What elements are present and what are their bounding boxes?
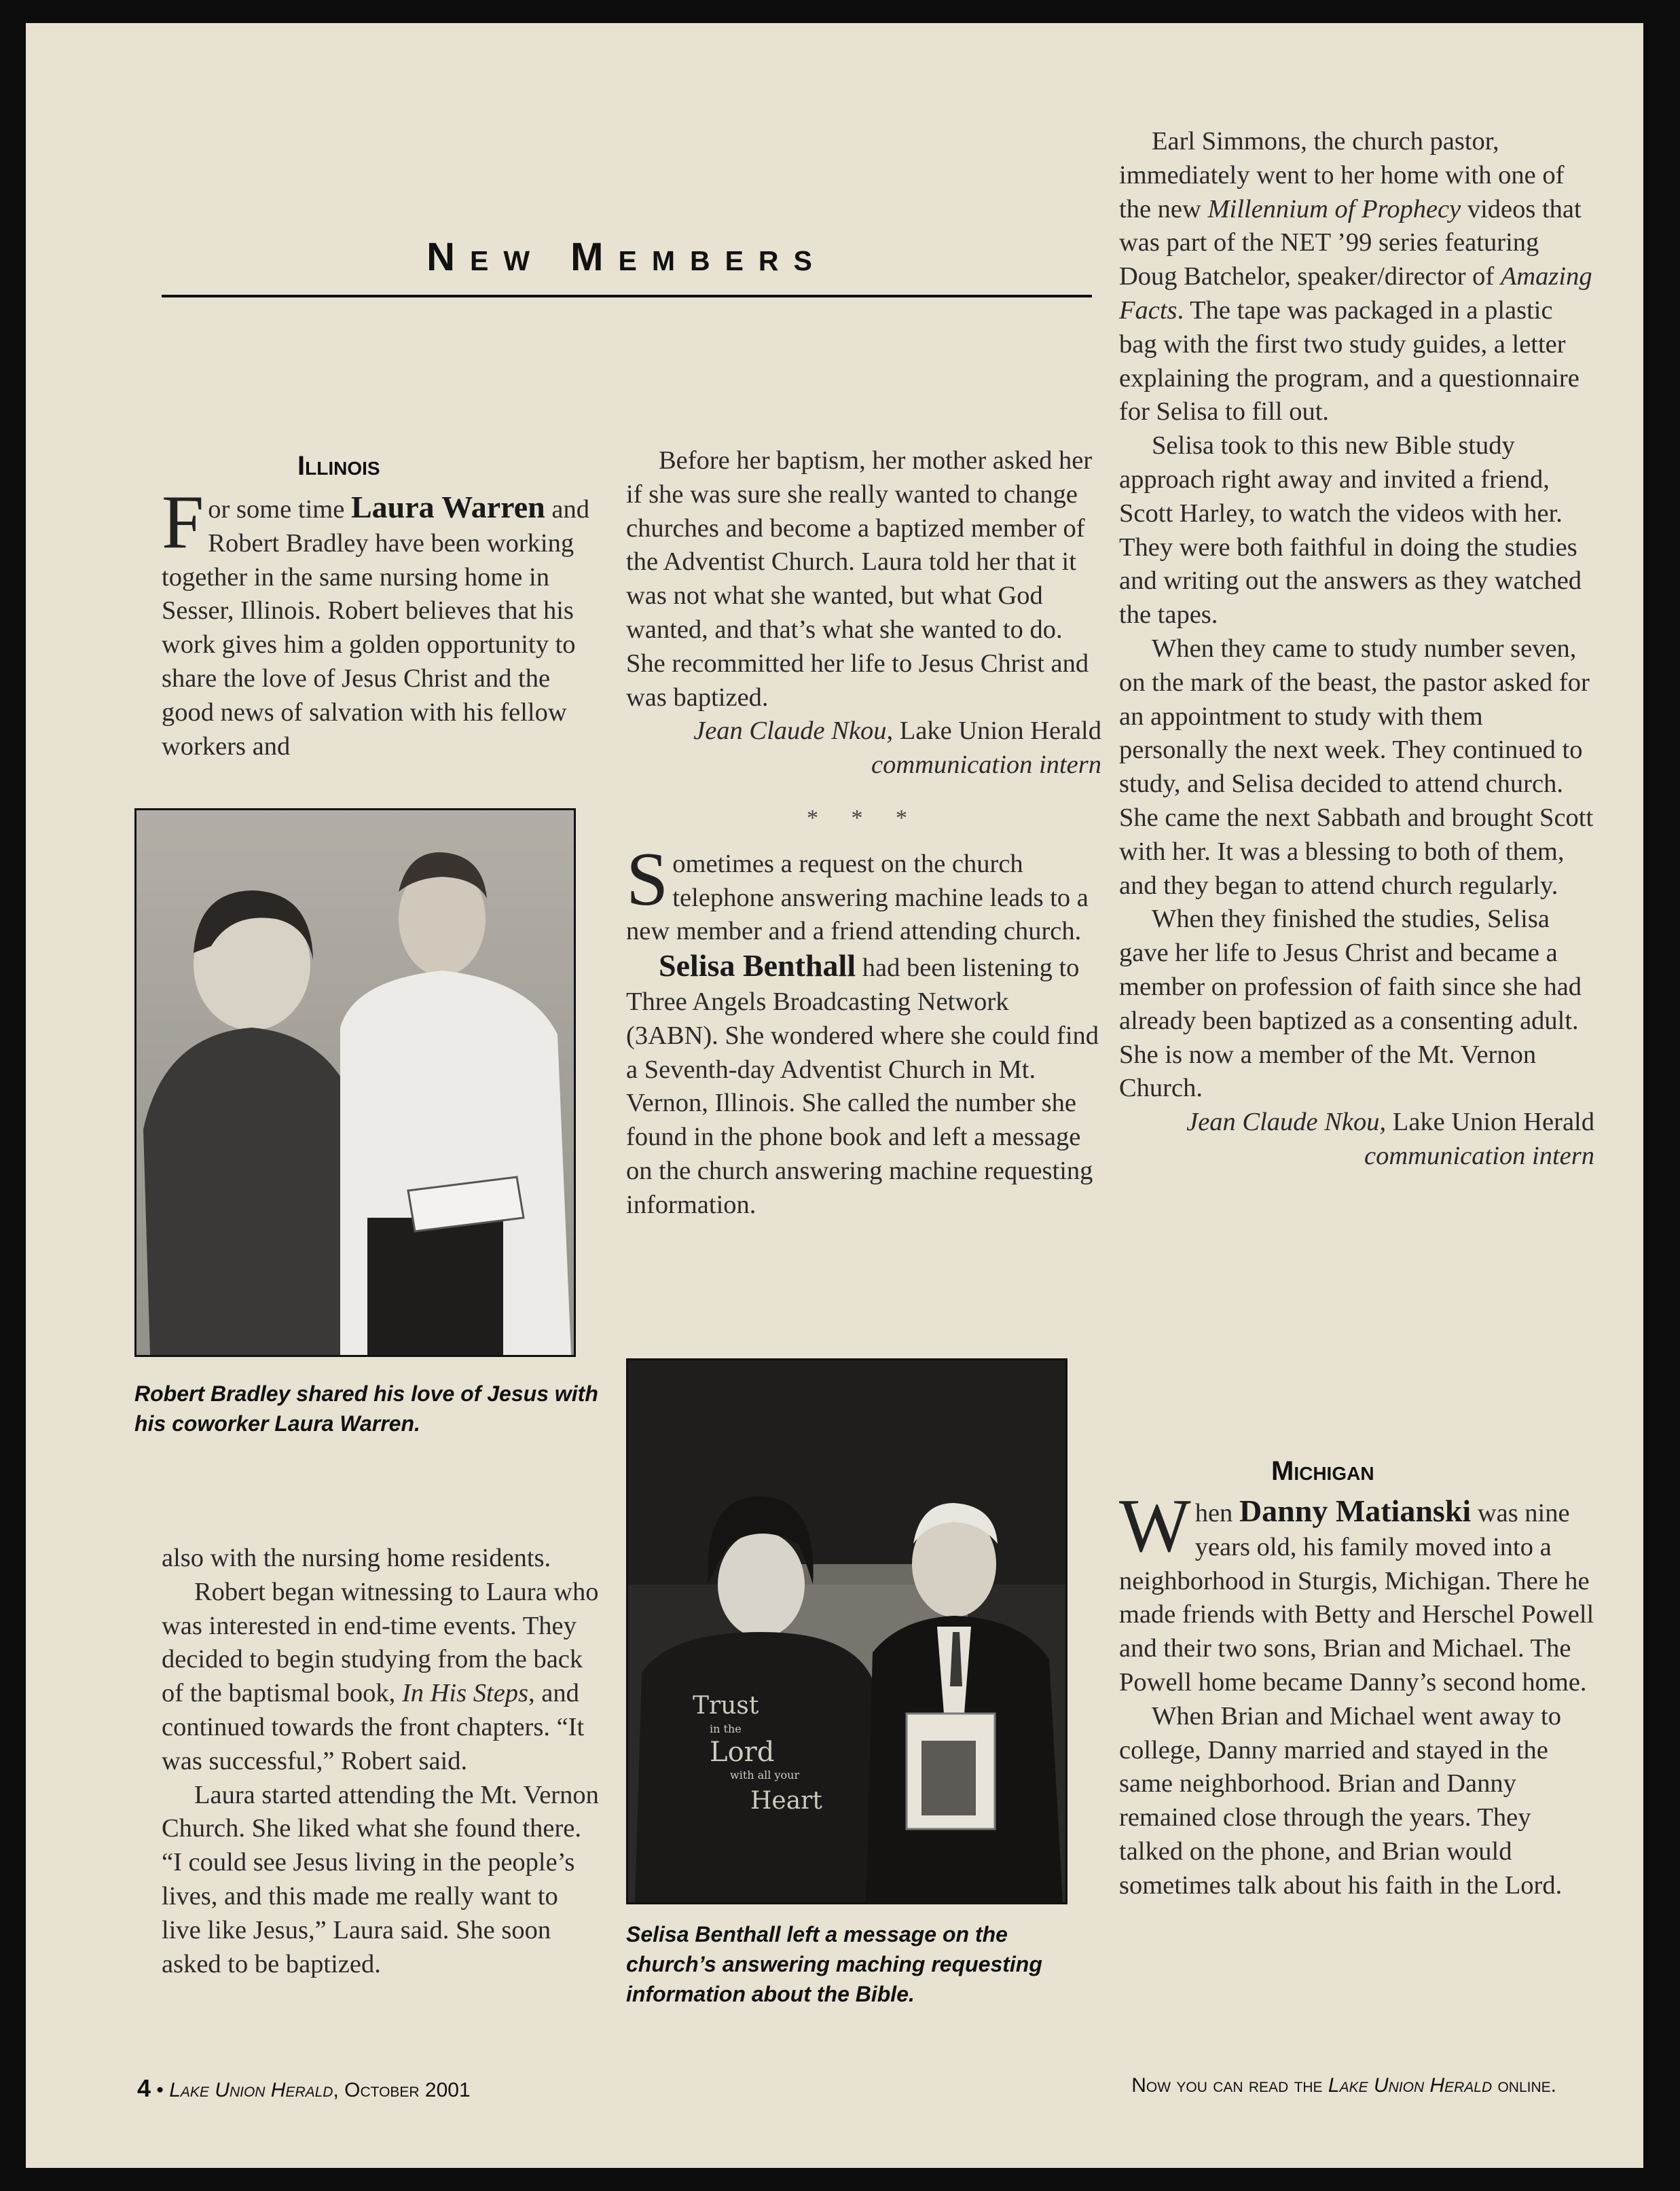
svg-text:in the: in the [710, 1722, 742, 1735]
heading-michigan: Michigan [1271, 1456, 1374, 1486]
photo-image [628, 1360, 1065, 1902]
issue-date: , October 2001 [333, 2079, 471, 2101]
paragraph: Before her baptism, her mother asked her if she was sure she really wanted to change churches and become a baptized member of the Adventist Church. Laura told her that it was not what she wanted, but what God wanted, and that’s what she wanted to do. She recommitted her life to Jesus Christ and was baptized. [626, 446, 1093, 712]
paragraph: also with the nursing home residents. [162, 1544, 551, 1572]
heading-illinois: Illinois [297, 451, 380, 481]
drop-cap: F [162, 480, 204, 564]
svg-text:Heart: Heart [750, 1787, 822, 1815]
paragraph: Laura started attending the Mt. Vernon Church. She liked what she found there. “I could see Jesus living in the people’s lives, and this made me really want to live like Jesus,” Laura said. She soon asked to be baptized. [162, 1780, 599, 1978]
photo-robert-laura [134, 808, 576, 1357]
page-number: 4 [137, 2074, 151, 2102]
column-2 [626, 444, 1101, 1223]
paragraph: When Brian and Michael went away to college, Danny married and stayed in the same neighborhood. Brian and Danny remained close through the years. They talked on the phone, and Brian would sometimes talk about his faith in the Lord. [1119, 1701, 1563, 1900]
paragraph: Sometimes a request on the church telephone answering machine leads to a new member and a friend attending church. [626, 837, 1089, 946]
caption-robert-laura: Robert Bradley shared his love of Jesus with his coworker Laura Warren. [134, 1381, 598, 1436]
paragraph: Robert began witnessing to Laura who was interested in end-time events. They decided to begin studying from the back of the baptismal book, In His Steps, and continued towards the front chapters. “It was successful,” Robert said. [162, 1577, 599, 1775]
page-title: New Members [162, 220, 1092, 297]
svg-text:with all your: with all your [730, 1769, 800, 1781]
column-1-bottom [162, 1542, 603, 1981]
byline: Jean Claude Nkou, Lake Union Herald communication intern [693, 717, 1101, 780]
column-1-top [162, 480, 589, 763]
byline: Jean Claude Nkou, Lake Union Herald communication intern [1186, 1108, 1594, 1170]
paragraph: When Danny Matianski was nine years old, his family moved into a neighborhood in Sturgis, Michigan. There he made friends with Betty and Herschel Powell and their two sons, Brian and Michael. The Powell home became Danny’s second home. [1119, 1484, 1594, 1697]
name-laura-warren: Laura Warren [350, 490, 545, 524]
paragraph: Earl Simmons, the church pastor, immediately went to her home with one of the new Millennium of Prophecy videos that was part of the NET ’99 series featuring Doug Batchelor, speaker/director of Amazing Facts. The tape was packaged in a plastic bag with the first two study guides, a letter explaining the program, and a questionnaire for Selisa to fill out. [1119, 127, 1592, 427]
name-danny-matianski: Danny Matianski [1239, 1493, 1472, 1528]
column-3 [1119, 125, 1594, 1174]
footer-left [137, 2074, 471, 2103]
footer-right: Now you can read the Lake Union Herald online. [1131, 2074, 1556, 2097]
name-selisa-benthall: Selisa Benthall [659, 948, 856, 983]
separator-stars: * * * [807, 805, 921, 831]
bullet: • [156, 2079, 164, 2101]
svg-text:Lord: Lord [710, 1737, 775, 1768]
photo-selisa-pastor [626, 1358, 1067, 1904]
paragraph: When they came to study number seven, on the mark of the beast, the pastor asked for an appointment to study with them personally the next week. They continued to study, and Selisa decided to attend church. She came the next Sabbath and brought Scott with her. It was a blessing to both of them, and they began to attend church regularly. [1119, 634, 1594, 900]
drop-cap: W [1119, 1484, 1191, 1568]
photo-image [136, 810, 574, 1355]
drop-cap: S [626, 837, 669, 922]
magazine-page [26, 23, 1643, 2168]
paragraph: Selisa Benthall had been listening to Three Angels Broadcasting Network (3ABN). She wondered where she could find a Seventh-day Adventist Church in Mt. Vernon, Illinois. She called the number she found in the phone book and left a message on the church answering machine requesting information. [626, 948, 1099, 1219]
paragraph: For some time Laura Warren and Robert Bradley have been working together in the same nursing home in Sesser, Illinois. Robert believes that his work gives him a golden opportunity to share the love of Jesus Christ and the good news of salvation with his fellow workers and [162, 480, 589, 761]
paragraph: When they finished the studies, Selisa gave her life to Jesus Christ and became a member on profession of faith since she had already been baptized as a consenting adult. She is now a member of the Mt. Vernon Church. [1119, 905, 1582, 1103]
caption-selisa: Selisa Benthall left a message on the church’s answering maching requesting information about the Bible. [626, 1922, 1042, 2006]
publication-name: Lake Union Herald [169, 2079, 333, 2101]
column-3-bottom [1119, 1484, 1594, 1903]
paragraph: Selisa took to this new Bible study approach right away and invited a friend, Scott Harley, to watch the videos with her. They were both faithful in doing the studies and writing out the answers as they watched the tapes. [1119, 431, 1582, 630]
shirt-text: Trust [693, 1692, 759, 1720]
